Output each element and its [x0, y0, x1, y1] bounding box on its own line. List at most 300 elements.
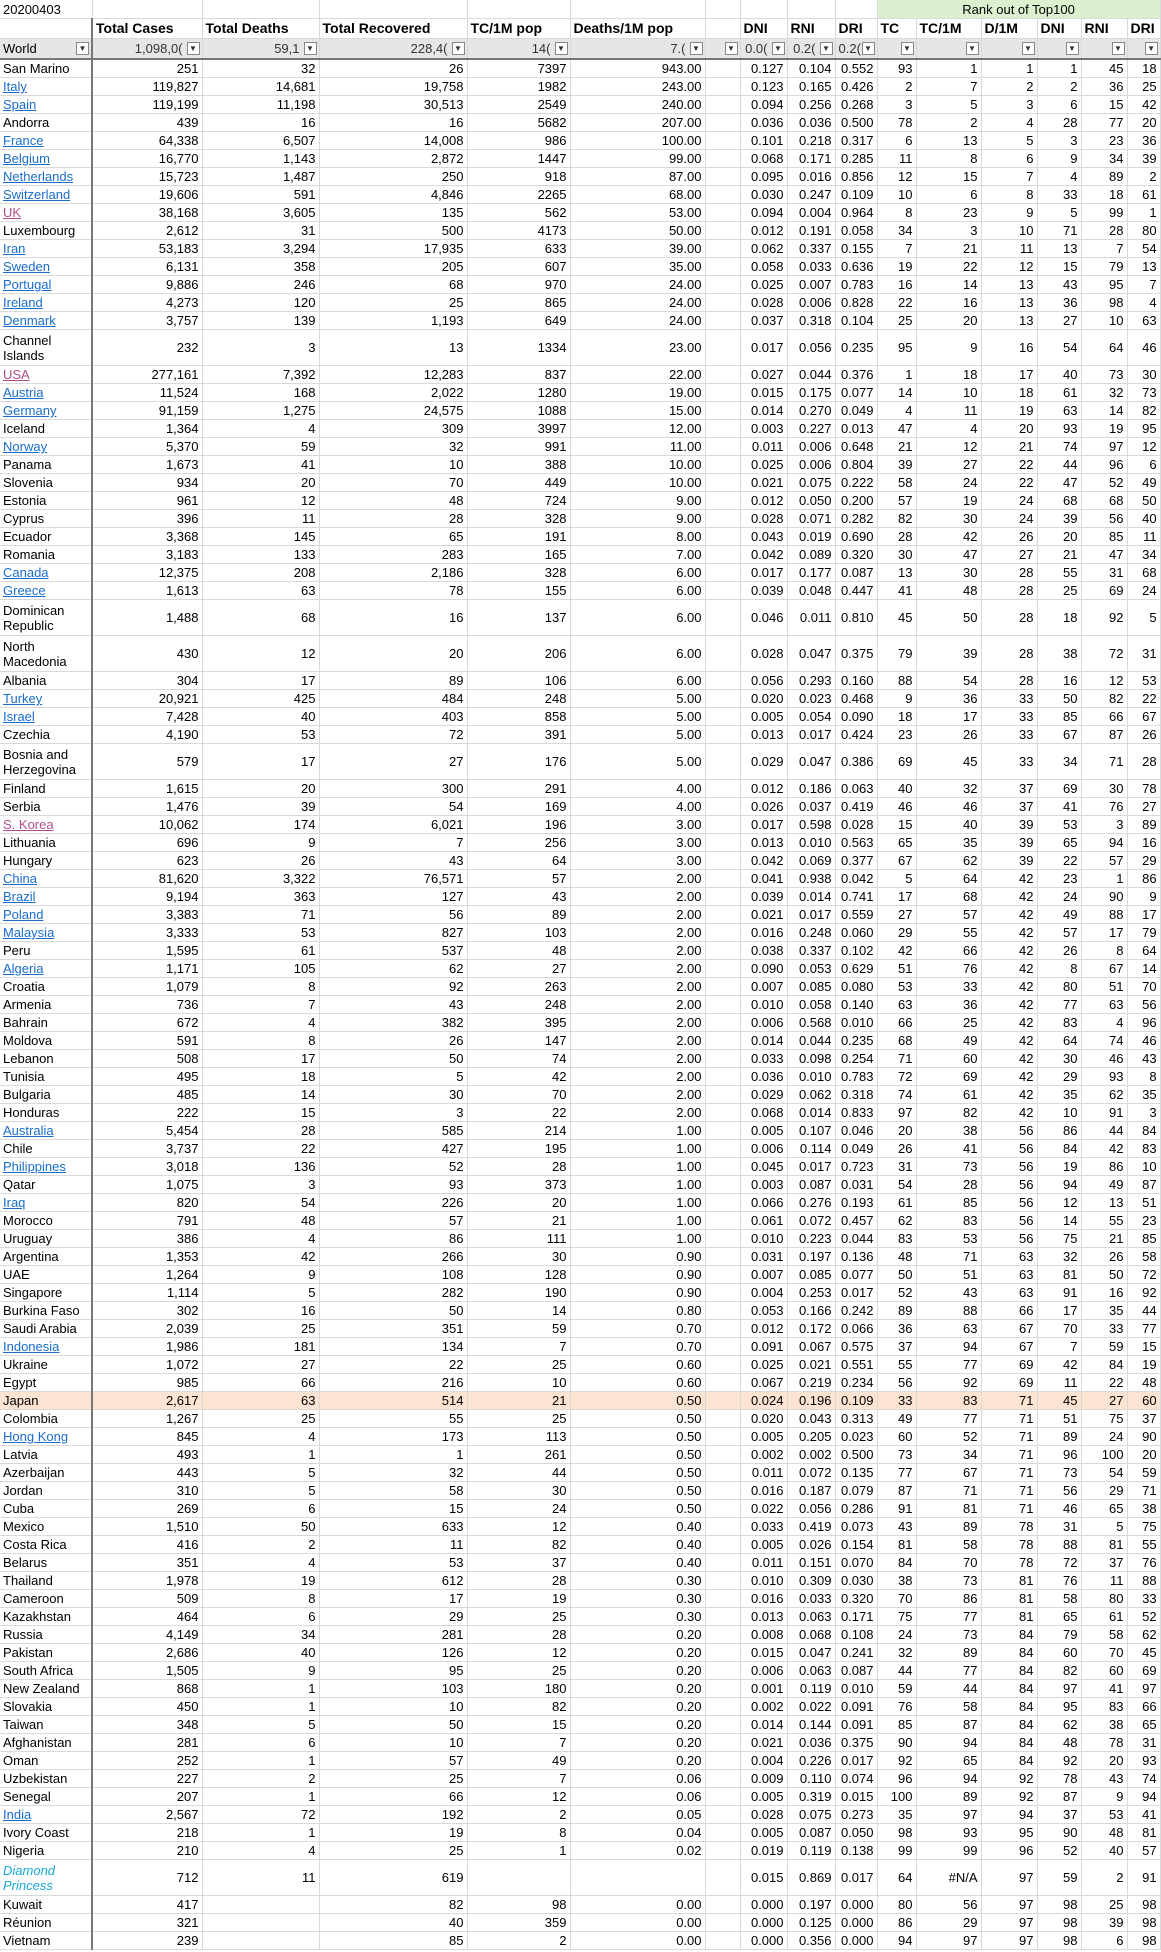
data-cell[interactable]: 97 — [1081, 438, 1127, 456]
data-cell[interactable]: 0.015 — [835, 1788, 877, 1806]
data-cell[interactable]: 35 — [916, 834, 981, 852]
data-cell[interactable] — [705, 1158, 740, 1176]
data-cell[interactable]: 2,686 — [92, 1644, 202, 1662]
data-cell[interactable]: 0.068 — [787, 1626, 835, 1644]
data-cell[interactable] — [705, 1518, 740, 1536]
data-cell[interactable]: 0.90 — [570, 1284, 705, 1302]
data-cell[interactable]: 64 — [467, 852, 570, 870]
data-cell[interactable]: 1982 — [467, 78, 570, 96]
data-cell[interactable]: 71 — [916, 1248, 981, 1266]
data-cell[interactable]: 0.090 — [740, 960, 787, 978]
data-cell[interactable]: 13 — [981, 276, 1037, 294]
data-cell[interactable]: 27 — [202, 1356, 319, 1374]
data-cell[interactable] — [705, 672, 740, 690]
data-cell[interactable]: 0.386 — [835, 744, 877, 780]
data-cell[interactable]: 0.019 — [740, 1842, 787, 1860]
data-cell[interactable]: 63 — [916, 1320, 981, 1338]
filter-cell[interactable] — [916, 39, 981, 60]
data-cell[interactable]: 56 — [981, 1122, 1037, 1140]
data-cell[interactable]: 0.087 — [835, 564, 877, 582]
data-cell[interactable]: 0.02 — [570, 1842, 705, 1860]
data-cell[interactable]: 70 — [1127, 978, 1160, 996]
data-cell[interactable]: 0.636 — [835, 258, 877, 276]
data-cell[interactable]: 5 — [981, 132, 1037, 150]
data-cell[interactable]: 75 — [1037, 1230, 1081, 1248]
data-cell[interactable]: 0.079 — [835, 1482, 877, 1500]
country-cell[interactable] — [0, 1680, 92, 1698]
data-cell[interactable] — [705, 1716, 740, 1734]
data-cell[interactable]: 34 — [1081, 150, 1127, 168]
data-cell[interactable]: 88 — [1081, 906, 1127, 924]
country-cell[interactable] — [0, 1644, 92, 1662]
data-cell[interactable]: 44 — [1127, 1302, 1160, 1320]
data-cell[interactable]: 0.552 — [835, 59, 877, 78]
data-cell[interactable] — [705, 1032, 740, 1050]
data-cell[interactable]: 30 — [467, 1248, 570, 1266]
data-cell[interactable]: 77 — [1081, 114, 1127, 132]
data-cell[interactable] — [202, 1896, 319, 1914]
data-cell[interactable]: 69 — [981, 1374, 1037, 1392]
data-cell[interactable]: 0.026 — [740, 798, 787, 816]
data-cell[interactable]: 309 — [319, 420, 467, 438]
data-cell[interactable]: 88 — [916, 1302, 981, 1320]
data-cell[interactable]: 98 — [877, 1824, 916, 1842]
data-cell[interactable]: 69 — [877, 744, 916, 780]
data-cell[interactable]: 0.320 — [835, 1590, 877, 1608]
data-cell[interactable]: 0.005 — [740, 1536, 787, 1554]
column-header[interactable]: RNI — [1081, 19, 1127, 39]
data-cell[interactable] — [570, 1860, 705, 1896]
data-cell[interactable]: 94 — [1127, 1788, 1160, 1806]
data-cell[interactable] — [705, 1266, 740, 1284]
data-cell[interactable]: 42 — [981, 906, 1037, 924]
data-cell[interactable]: 300 — [319, 780, 467, 798]
data-cell[interactable] — [202, 1932, 319, 1950]
data-cell[interactable]: 0.317 — [835, 132, 877, 150]
country-cell[interactable] — [0, 924, 92, 942]
data-cell[interactable]: 1,986 — [92, 1338, 202, 1356]
data-cell[interactable]: 8 — [202, 1590, 319, 1608]
data-cell[interactable]: 7 — [467, 1770, 570, 1788]
data-cell[interactable]: 180 — [467, 1680, 570, 1698]
country-cell[interactable] — [0, 1518, 92, 1536]
data-cell[interactable]: 28 — [1037, 114, 1081, 132]
data-cell[interactable]: 9 — [877, 690, 916, 708]
data-cell[interactable]: 2.00 — [570, 978, 705, 996]
data-cell[interactable]: 17 — [202, 672, 319, 690]
data-cell[interactable]: 73 — [916, 1158, 981, 1176]
data-cell[interactable]: 827 — [319, 924, 467, 942]
data-cell[interactable]: 84 — [1127, 1122, 1160, 1140]
data-cell[interactable]: 84 — [1037, 1140, 1081, 1158]
data-cell[interactable]: 56 — [1037, 1482, 1081, 1500]
country-cell[interactable] — [0, 132, 92, 150]
data-cell[interactable]: 65 — [1037, 834, 1081, 852]
data-cell[interactable]: 24 — [981, 492, 1037, 510]
data-cell[interactable]: 0.000 — [835, 1896, 877, 1914]
data-cell[interactable]: 2,039 — [92, 1320, 202, 1338]
data-cell[interactable]: 0.741 — [835, 888, 877, 906]
data-cell[interactable]: 363 — [202, 888, 319, 906]
data-cell[interactable]: 32 — [877, 1644, 916, 1662]
data-cell[interactable]: 0.006 — [740, 1662, 787, 1680]
data-cell[interactable]: 0.309 — [787, 1572, 835, 1590]
data-cell[interactable] — [705, 1500, 740, 1518]
data-cell[interactable] — [705, 402, 740, 420]
data-cell[interactable]: 302 — [92, 1302, 202, 1320]
data-cell[interactable]: 58 — [1127, 1248, 1160, 1266]
data-cell[interactable]: 34 — [202, 1626, 319, 1644]
data-cell[interactable]: 55 — [1081, 1212, 1127, 1230]
data-cell[interactable]: 0.30 — [570, 1572, 705, 1590]
data-cell[interactable]: 3.00 — [570, 834, 705, 852]
country-cell[interactable] — [0, 816, 92, 834]
data-cell[interactable]: 98 — [1037, 1896, 1081, 1914]
data-cell[interactable]: 0.016 — [740, 1590, 787, 1608]
country-cell[interactable] — [0, 1734, 92, 1752]
data-cell[interactable]: 42 — [981, 996, 1037, 1014]
data-cell[interactable]: 42 — [981, 870, 1037, 888]
data-cell[interactable] — [705, 1590, 740, 1608]
data-cell[interactable]: 5 — [1037, 204, 1081, 222]
country-cell[interactable] — [0, 978, 92, 996]
data-cell[interactable]: 53,183 — [92, 240, 202, 258]
data-cell[interactable]: 439 — [92, 114, 202, 132]
data-cell[interactable]: 93 — [1081, 1068, 1127, 1086]
data-cell[interactable]: 11 — [1127, 528, 1160, 546]
data-cell[interactable]: 0.119 — [787, 1842, 835, 1860]
data-cell[interactable]: 0.50 — [570, 1482, 705, 1500]
country-cell[interactable] — [0, 1266, 92, 1284]
data-cell[interactable]: 0.023 — [787, 690, 835, 708]
data-cell[interactable]: 96 — [981, 1842, 1037, 1860]
data-cell[interactable]: 0.049 — [835, 402, 877, 420]
data-cell[interactable]: 92 — [1081, 600, 1127, 636]
data-cell[interactable]: 13 — [916, 132, 981, 150]
data-cell[interactable]: 0.254 — [835, 1050, 877, 1068]
data-cell[interactable]: 0.004 — [787, 204, 835, 222]
data-cell[interactable]: 0.007 — [787, 276, 835, 294]
data-cell[interactable]: 16 — [202, 114, 319, 132]
data-cell[interactable]: 514 — [319, 1392, 467, 1410]
data-cell[interactable]: 19 — [1127, 1356, 1160, 1374]
data-cell[interactable]: 26 — [981, 528, 1037, 546]
data-cell[interactable]: 0.003 — [740, 1176, 787, 1194]
data-cell[interactable]: 40 — [1037, 366, 1081, 384]
data-cell[interactable]: 84 — [981, 1680, 1037, 1698]
data-cell[interactable]: 25 — [467, 1356, 570, 1374]
data-cell[interactable]: 9 — [202, 834, 319, 852]
data-cell[interactable]: 1,275 — [202, 402, 319, 420]
data-cell[interactable]: 24 — [467, 1500, 570, 1518]
data-cell[interactable]: 93 — [319, 1176, 467, 1194]
data-cell[interactable]: 3,737 — [92, 1140, 202, 1158]
data-cell[interactable]: 89 — [877, 1302, 916, 1320]
country-cell[interactable] — [0, 906, 92, 924]
country-link[interactable]: Canada — [3, 565, 49, 580]
data-cell[interactable]: 18 — [1081, 186, 1127, 204]
data-cell[interactable]: 0.938 — [787, 870, 835, 888]
data-cell[interactable]: 95 — [877, 330, 916, 366]
data-cell[interactable]: 77 — [916, 1410, 981, 1428]
data-cell[interactable]: 0.000 — [740, 1896, 787, 1914]
data-cell[interactable]: 54 — [1037, 330, 1081, 366]
data-cell[interactable]: 0.127 — [740, 59, 787, 78]
data-cell[interactable]: #N/A — [916, 1860, 981, 1896]
data-cell[interactable]: 579 — [92, 744, 202, 780]
country-link[interactable]: Hong Kong — [3, 1429, 69, 1444]
data-cell[interactable]: 31 — [1037, 1518, 1081, 1536]
data-cell[interactable]: 5.00 — [570, 708, 705, 726]
data-cell[interactable]: 30 — [916, 510, 981, 528]
data-cell[interactable]: 26 — [319, 1032, 467, 1050]
data-cell[interactable]: 22 — [319, 1356, 467, 1374]
data-cell[interactable]: 98 — [1127, 1896, 1160, 1914]
data-cell[interactable]: 216 — [319, 1374, 467, 1392]
data-cell[interactable]: 78 — [877, 114, 916, 132]
data-cell[interactable]: 0.005 — [740, 1824, 787, 1842]
data-cell[interactable]: 30 — [916, 564, 981, 582]
data-cell[interactable]: 2,612 — [92, 222, 202, 240]
data-cell[interactable]: 205 — [319, 258, 467, 276]
data-cell[interactable]: 0.087 — [787, 1176, 835, 1194]
data-cell[interactable]: 48 — [1037, 1734, 1081, 1752]
data-cell[interactable]: 81 — [1081, 1536, 1127, 1554]
data-cell[interactable]: 50.00 — [570, 222, 705, 240]
data-cell[interactable]: 0.028 — [835, 816, 877, 834]
column-header[interactable]: DNI — [1037, 19, 1081, 39]
data-cell[interactable]: 54 — [877, 1176, 916, 1194]
data-cell[interactable]: 649 — [467, 312, 570, 330]
data-cell[interactable]: 68 — [1037, 492, 1081, 510]
data-cell[interactable]: 6.00 — [570, 564, 705, 582]
data-cell[interactable]: 0.050 — [787, 492, 835, 510]
data-cell[interactable]: 38 — [1081, 1716, 1127, 1734]
data-cell[interactable]: 84 — [981, 1698, 1037, 1716]
data-cell[interactable]: 31 — [1127, 1734, 1160, 1752]
data-cell[interactable]: 58 — [1037, 1590, 1081, 1608]
data-cell[interactable]: 0.135 — [835, 1464, 877, 1482]
data-cell[interactable]: 0.648 — [835, 438, 877, 456]
data-cell[interactable]: 28 — [981, 582, 1037, 600]
data-cell[interactable]: 50 — [1037, 690, 1081, 708]
data-cell[interactable]: 71 — [981, 1392, 1037, 1410]
data-cell[interactable]: 147 — [467, 1032, 570, 1050]
data-cell[interactable]: 3 — [1037, 132, 1081, 150]
data-cell[interactable]: 11 — [1037, 1374, 1081, 1392]
data-cell[interactable]: 71 — [981, 1464, 1037, 1482]
data-cell[interactable]: 0.056 — [787, 330, 835, 366]
data-cell[interactable]: 103 — [319, 1680, 467, 1698]
data-cell[interactable]: 90 — [1081, 888, 1127, 906]
data-cell[interactable]: 0.70 — [570, 1338, 705, 1356]
data-cell[interactable]: 22 — [467, 1104, 570, 1122]
data-cell[interactable]: 8 — [1127, 1068, 1160, 1086]
filter-cell[interactable] — [92, 39, 202, 60]
data-cell[interactable]: 358 — [202, 258, 319, 276]
data-cell[interactable]: 74 — [467, 1050, 570, 1068]
data-cell[interactable]: 67 — [877, 852, 916, 870]
data-cell[interactable]: 47 — [1037, 474, 1081, 492]
data-cell[interactable]: 359 — [467, 1914, 570, 1932]
data-cell[interactable]: 20 — [877, 1122, 916, 1140]
country-link[interactable]: Germany — [3, 403, 57, 418]
data-cell[interactable]: 3,333 — [92, 924, 202, 942]
data-cell[interactable]: 1,488 — [92, 600, 202, 636]
data-cell[interactable] — [705, 1068, 740, 1086]
data-cell[interactable]: 2 — [877, 78, 916, 96]
data-cell[interactable]: 82 — [1037, 1662, 1081, 1680]
data-cell[interactable]: 1 — [877, 366, 916, 384]
data-cell[interactable]: 96 — [1081, 456, 1127, 474]
filter-dropdown-icon[interactable]: ▼ — [690, 42, 703, 55]
data-cell[interactable]: 40 — [916, 816, 981, 834]
data-cell[interactable]: 1,615 — [92, 780, 202, 798]
data-cell[interactable]: 0.004 — [740, 1284, 787, 1302]
data-cell[interactable]: 0.468 — [835, 690, 877, 708]
data-cell[interactable]: 8 — [877, 204, 916, 222]
data-cell[interactable] — [705, 1446, 740, 1464]
data-cell[interactable]: 61 — [1127, 186, 1160, 204]
data-cell[interactable] — [705, 312, 740, 330]
data-cell[interactable]: 59 — [877, 1680, 916, 1698]
data-cell[interactable]: 986 — [467, 132, 570, 150]
data-cell[interactable]: 0.024 — [740, 1392, 787, 1410]
data-cell[interactable]: 56 — [981, 1212, 1037, 1230]
data-cell[interactable]: 2,022 — [319, 384, 467, 402]
data-cell[interactable]: 222 — [92, 1104, 202, 1122]
data-cell[interactable]: 1 — [202, 1824, 319, 1842]
data-cell[interactable]: 0.04 — [570, 1824, 705, 1842]
data-cell[interactable]: 119,827 — [92, 78, 202, 96]
country-cell[interactable] — [0, 1068, 92, 1086]
data-cell[interactable]: 3 — [1127, 1104, 1160, 1122]
data-cell[interactable]: 41 — [202, 456, 319, 474]
data-cell[interactable]: 0.50 — [570, 1428, 705, 1446]
data-cell[interactable]: 16 — [916, 294, 981, 312]
data-cell[interactable]: 83 — [1037, 1014, 1081, 1032]
data-cell[interactable]: 10 — [319, 1698, 467, 1716]
data-cell[interactable]: 266 — [319, 1248, 467, 1266]
data-cell[interactable]: 0.110 — [787, 1770, 835, 1788]
data-cell[interactable]: 38 — [877, 1572, 916, 1590]
data-cell[interactable]: 63 — [981, 1266, 1037, 1284]
data-cell[interactable] — [705, 1086, 740, 1104]
data-cell[interactable]: 0.318 — [787, 312, 835, 330]
data-cell[interactable]: 72 — [319, 726, 467, 744]
data-cell[interactable]: 11.00 — [570, 438, 705, 456]
data-cell[interactable]: 5,454 — [92, 1122, 202, 1140]
data-cell[interactable]: 1 — [202, 1446, 319, 1464]
data-cell[interactable]: 85 — [877, 1716, 916, 1734]
data-cell[interactable] — [705, 78, 740, 96]
data-cell[interactable]: 61 — [1081, 1608, 1127, 1626]
data-cell[interactable]: 619 — [319, 1860, 467, 1896]
data-cell[interactable]: 12 — [467, 1644, 570, 1662]
data-cell[interactable]: 12 — [202, 636, 319, 672]
data-cell[interactable] — [705, 1806, 740, 1824]
data-cell[interactable]: 55 — [1037, 564, 1081, 582]
country-cell[interactable] — [0, 384, 92, 402]
data-cell[interactable]: 36 — [1127, 132, 1160, 150]
data-cell[interactable]: 68.00 — [570, 186, 705, 204]
column-header[interactable]: TC/1M pop — [467, 19, 570, 39]
data-cell[interactable]: 9 — [202, 1266, 319, 1284]
data-cell[interactable]: 868 — [92, 1680, 202, 1698]
data-cell[interactable]: 1 — [202, 1752, 319, 1770]
data-cell[interactable]: 16 — [319, 600, 467, 636]
data-cell[interactable] — [705, 150, 740, 168]
data-cell[interactable]: 0.253 — [787, 1284, 835, 1302]
data-cell[interactable]: 11 — [202, 510, 319, 528]
data-cell[interactable] — [705, 258, 740, 276]
data-cell[interactable]: 59 — [1127, 1464, 1160, 1482]
data-cell[interactable]: 391 — [467, 726, 570, 744]
data-cell[interactable]: 0.043 — [740, 528, 787, 546]
data-cell[interactable]: 0.108 — [835, 1626, 877, 1644]
data-cell[interactable]: 84 — [981, 1644, 1037, 1662]
data-cell[interactable]: 136 — [202, 1158, 319, 1176]
data-cell[interactable]: 0.030 — [740, 186, 787, 204]
data-cell[interactable]: 48 — [467, 942, 570, 960]
country-cell[interactable] — [0, 1554, 92, 1572]
data-cell[interactable]: 0.783 — [835, 276, 877, 294]
data-cell[interactable]: 17 — [1081, 924, 1127, 942]
data-cell[interactable]: 1 — [202, 1788, 319, 1806]
data-cell[interactable]: 0.068 — [740, 150, 787, 168]
data-cell[interactable]: 87 — [916, 1716, 981, 1734]
data-cell[interactable]: 6 — [877, 132, 916, 150]
data-cell[interactable]: 0.068 — [740, 1104, 787, 1122]
data-cell[interactable]: 0.80 — [570, 1302, 705, 1320]
data-cell[interactable]: 8 — [202, 1032, 319, 1050]
data-cell[interactable]: 227 — [92, 1770, 202, 1788]
country-cell[interactable] — [0, 1122, 92, 1140]
data-cell[interactable]: 71 — [981, 1428, 1037, 1446]
data-cell[interactable]: 50 — [1127, 492, 1160, 510]
data-cell[interactable]: 76 — [1081, 798, 1127, 816]
data-cell[interactable]: 37 — [981, 798, 1037, 816]
data-cell[interactable]: 35 — [1081, 1302, 1127, 1320]
data-cell[interactable]: 1 — [981, 59, 1037, 78]
data-cell[interactable]: 0.002 — [740, 1698, 787, 1716]
filter-dropdown-icon[interactable]: ▼ — [1112, 42, 1125, 55]
data-cell[interactable]: 95 — [1127, 420, 1160, 438]
data-cell[interactable]: 0.104 — [835, 312, 877, 330]
data-cell[interactable]: 403 — [319, 708, 467, 726]
data-cell[interactable]: 0.025 — [740, 456, 787, 474]
data-cell[interactable]: 28 — [981, 564, 1037, 582]
data-cell[interactable]: 0.010 — [787, 1068, 835, 1086]
data-cell[interactable]: 0.219 — [787, 1374, 835, 1392]
data-cell[interactable]: 44 — [916, 1680, 981, 1698]
data-cell[interactable]: 69 — [1037, 780, 1081, 798]
data-cell[interactable]: 63 — [202, 582, 319, 600]
data-cell[interactable]: 63 — [202, 1392, 319, 1410]
filter-dropdown-icon[interactable]: ▼ — [76, 42, 89, 55]
data-cell[interactable]: 3 — [877, 96, 916, 114]
data-cell[interactable] — [705, 1176, 740, 1194]
data-cell[interactable]: 430 — [92, 636, 202, 672]
data-cell[interactable]: 251 — [92, 59, 202, 78]
data-cell[interactable]: 42 — [981, 978, 1037, 996]
data-cell[interactable]: 46 — [1081, 1050, 1127, 1068]
data-cell[interactable]: 128 — [467, 1266, 570, 1284]
data-cell[interactable]: 39 — [981, 852, 1037, 870]
data-cell[interactable]: 34 — [1037, 744, 1081, 780]
filter-cell[interactable] — [467, 39, 570, 60]
data-cell[interactable]: 15 — [319, 1500, 467, 1518]
